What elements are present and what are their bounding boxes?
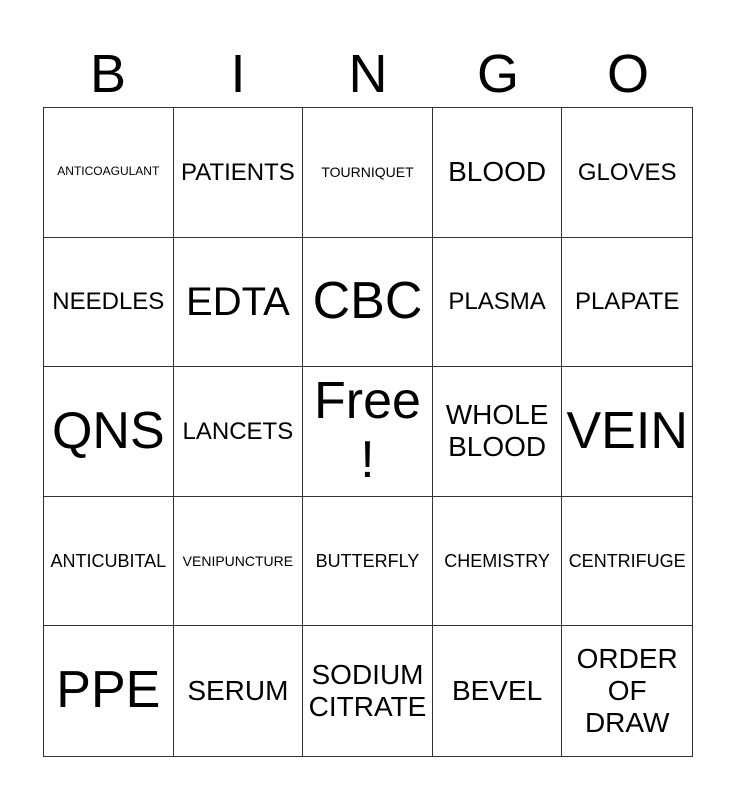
bingo-cell-r2-c5[interactable]: PLAPATE <box>562 238 692 368</box>
bingo-cell-r4-c1[interactable]: ANTICUBITAL <box>44 497 174 627</box>
bingo-cell-r2-c4[interactable]: PLASMA <box>433 238 563 368</box>
bingo-board <box>43 107 693 757</box>
bingo-cell-r3-c2[interactable]: LANCETS <box>174 367 304 497</box>
bingo-cell-r5-c2[interactable]: SERUM <box>174 626 304 756</box>
bingo-cell-r1-c1[interactable]: ANTICOAGULANT <box>44 108 174 238</box>
header-letter-n: N <box>348 44 388 104</box>
bingo-cell-r5-c4[interactable]: BEVEL <box>433 626 563 756</box>
bingo-cell-r1-c2[interactable]: PATIENTS <box>174 108 304 238</box>
bingo-cell-r2-c3[interactable]: CBC <box>303 238 433 368</box>
bingo-cell-r4-c2[interactable]: VENIPUNCTURE <box>174 497 304 627</box>
bingo-cell-r2-c2[interactable]: EDTA <box>174 238 304 368</box>
bingo-cell-r1-c5[interactable]: GLOVES <box>562 108 692 238</box>
header-letter-i: I <box>230 44 246 104</box>
bingo-cell-r3-c4[interactable]: WHOLE BLOOD <box>433 367 563 497</box>
bingo-cell-r5-c1[interactable]: PPE <box>44 626 174 756</box>
bingo-cell-r3-c5[interactable]: VEIN <box>562 367 692 497</box>
bingo-header <box>43 40 693 108</box>
bingo-cell-r1-c4[interactable]: BLOOD <box>433 108 563 238</box>
bingo-cell-r4-c5[interactable]: CENTRIFUGE <box>562 497 692 627</box>
bingo-cell-r1-c3[interactable]: TOURNIQUET <box>303 108 433 238</box>
bingo-cell-r4-c4[interactable]: CHEMISTRY <box>433 497 563 627</box>
bingo-cell-r5-c5[interactable]: ORDER OF DRAW <box>576 642 678 739</box>
bingo-cell-r5-c3[interactable]: SODIUM CITRATE <box>303 626 433 756</box>
bingo-cell-r2-c1[interactable]: NEEDLES <box>44 238 174 368</box>
bingo-cell-r3-c1[interactable]: QNS <box>44 367 174 497</box>
header-letter-g: G <box>476 44 519 104</box>
bingo-cell-r3-c3-free[interactable]: Free! <box>303 367 433 497</box>
bingo-cell-r4-c3[interactable]: BUTTERFLY <box>303 497 433 627</box>
header-letter-b: B <box>89 44 127 104</box>
header-letter-o: O <box>606 44 649 104</box>
